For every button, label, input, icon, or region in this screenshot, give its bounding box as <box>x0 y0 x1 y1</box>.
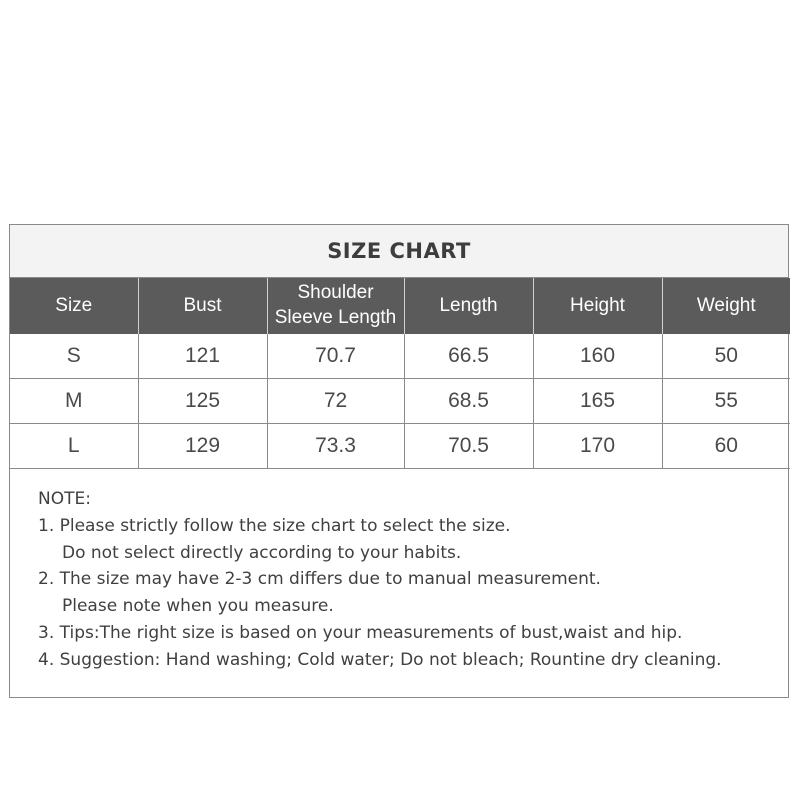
cell-bust: 129 <box>138 424 267 469</box>
cell-height: 170 <box>533 424 662 469</box>
column-header-weight: Weight <box>662 278 790 334</box>
note-line-1-continued: Do not select directly according to your habits. <box>62 542 462 563</box>
column-header-height: Height <box>533 278 662 334</box>
cell-length: 70.5 <box>404 424 533 469</box>
cell-size: S <box>10 334 138 379</box>
table-header-row <box>10 278 790 334</box>
size-chart <box>9 224 789 698</box>
size-table <box>10 278 790 469</box>
cell-height: 165 <box>533 379 662 424</box>
cell-bust: 121 <box>138 334 267 379</box>
cell-weight: 50 <box>662 334 790 379</box>
note-line-2: 2. The size may have 2-3 cm differs due to manual measurement. <box>38 569 601 590</box>
notes-heading: NOTE: <box>38 489 91 509</box>
table-row <box>10 379 790 424</box>
cell-size: M <box>10 379 138 424</box>
column-header-bust: Bust <box>138 278 267 334</box>
column-header-size: Size <box>10 278 138 334</box>
column-header-length: Length <box>404 278 533 334</box>
cell-shoulder-sleeve: 72 <box>267 379 404 424</box>
cell-weight: 55 <box>662 379 790 424</box>
note-line-2-continued: Please note when you measure. <box>62 596 334 617</box>
note-line-3: 3. Tips:The right size is based on your measurements of bust,waist and hip. <box>38 622 683 643</box>
note-line-4: 4. Suggestion: Hand washing; Cold water; Do not bleach; Rountine dry cleaning. <box>38 649 722 670</box>
shoulder-header-line1: Shoulder <box>297 282 374 304</box>
chart-title: SIZE CHART <box>10 225 788 278</box>
cell-length: 66.5 <box>404 334 533 379</box>
cell-bust: 125 <box>138 379 267 424</box>
cell-height: 160 <box>533 334 662 379</box>
cell-shoulder-sleeve: 70.7 <box>267 334 404 379</box>
table-row <box>10 334 790 379</box>
cell-weight: 60 <box>662 424 790 469</box>
column-header-shoulder-sleeve <box>267 278 404 334</box>
note-line-1: 1. Please strictly follow the size chart to select the size. <box>38 515 511 536</box>
shoulder-header-line2: Sleeve Length <box>274 307 397 328</box>
cell-shoulder-sleeve: 73.3 <box>267 424 404 469</box>
cell-size: L <box>10 424 138 469</box>
cell-length: 68.5 <box>404 379 533 424</box>
table-row <box>10 424 790 469</box>
notes-section <box>10 469 788 674</box>
